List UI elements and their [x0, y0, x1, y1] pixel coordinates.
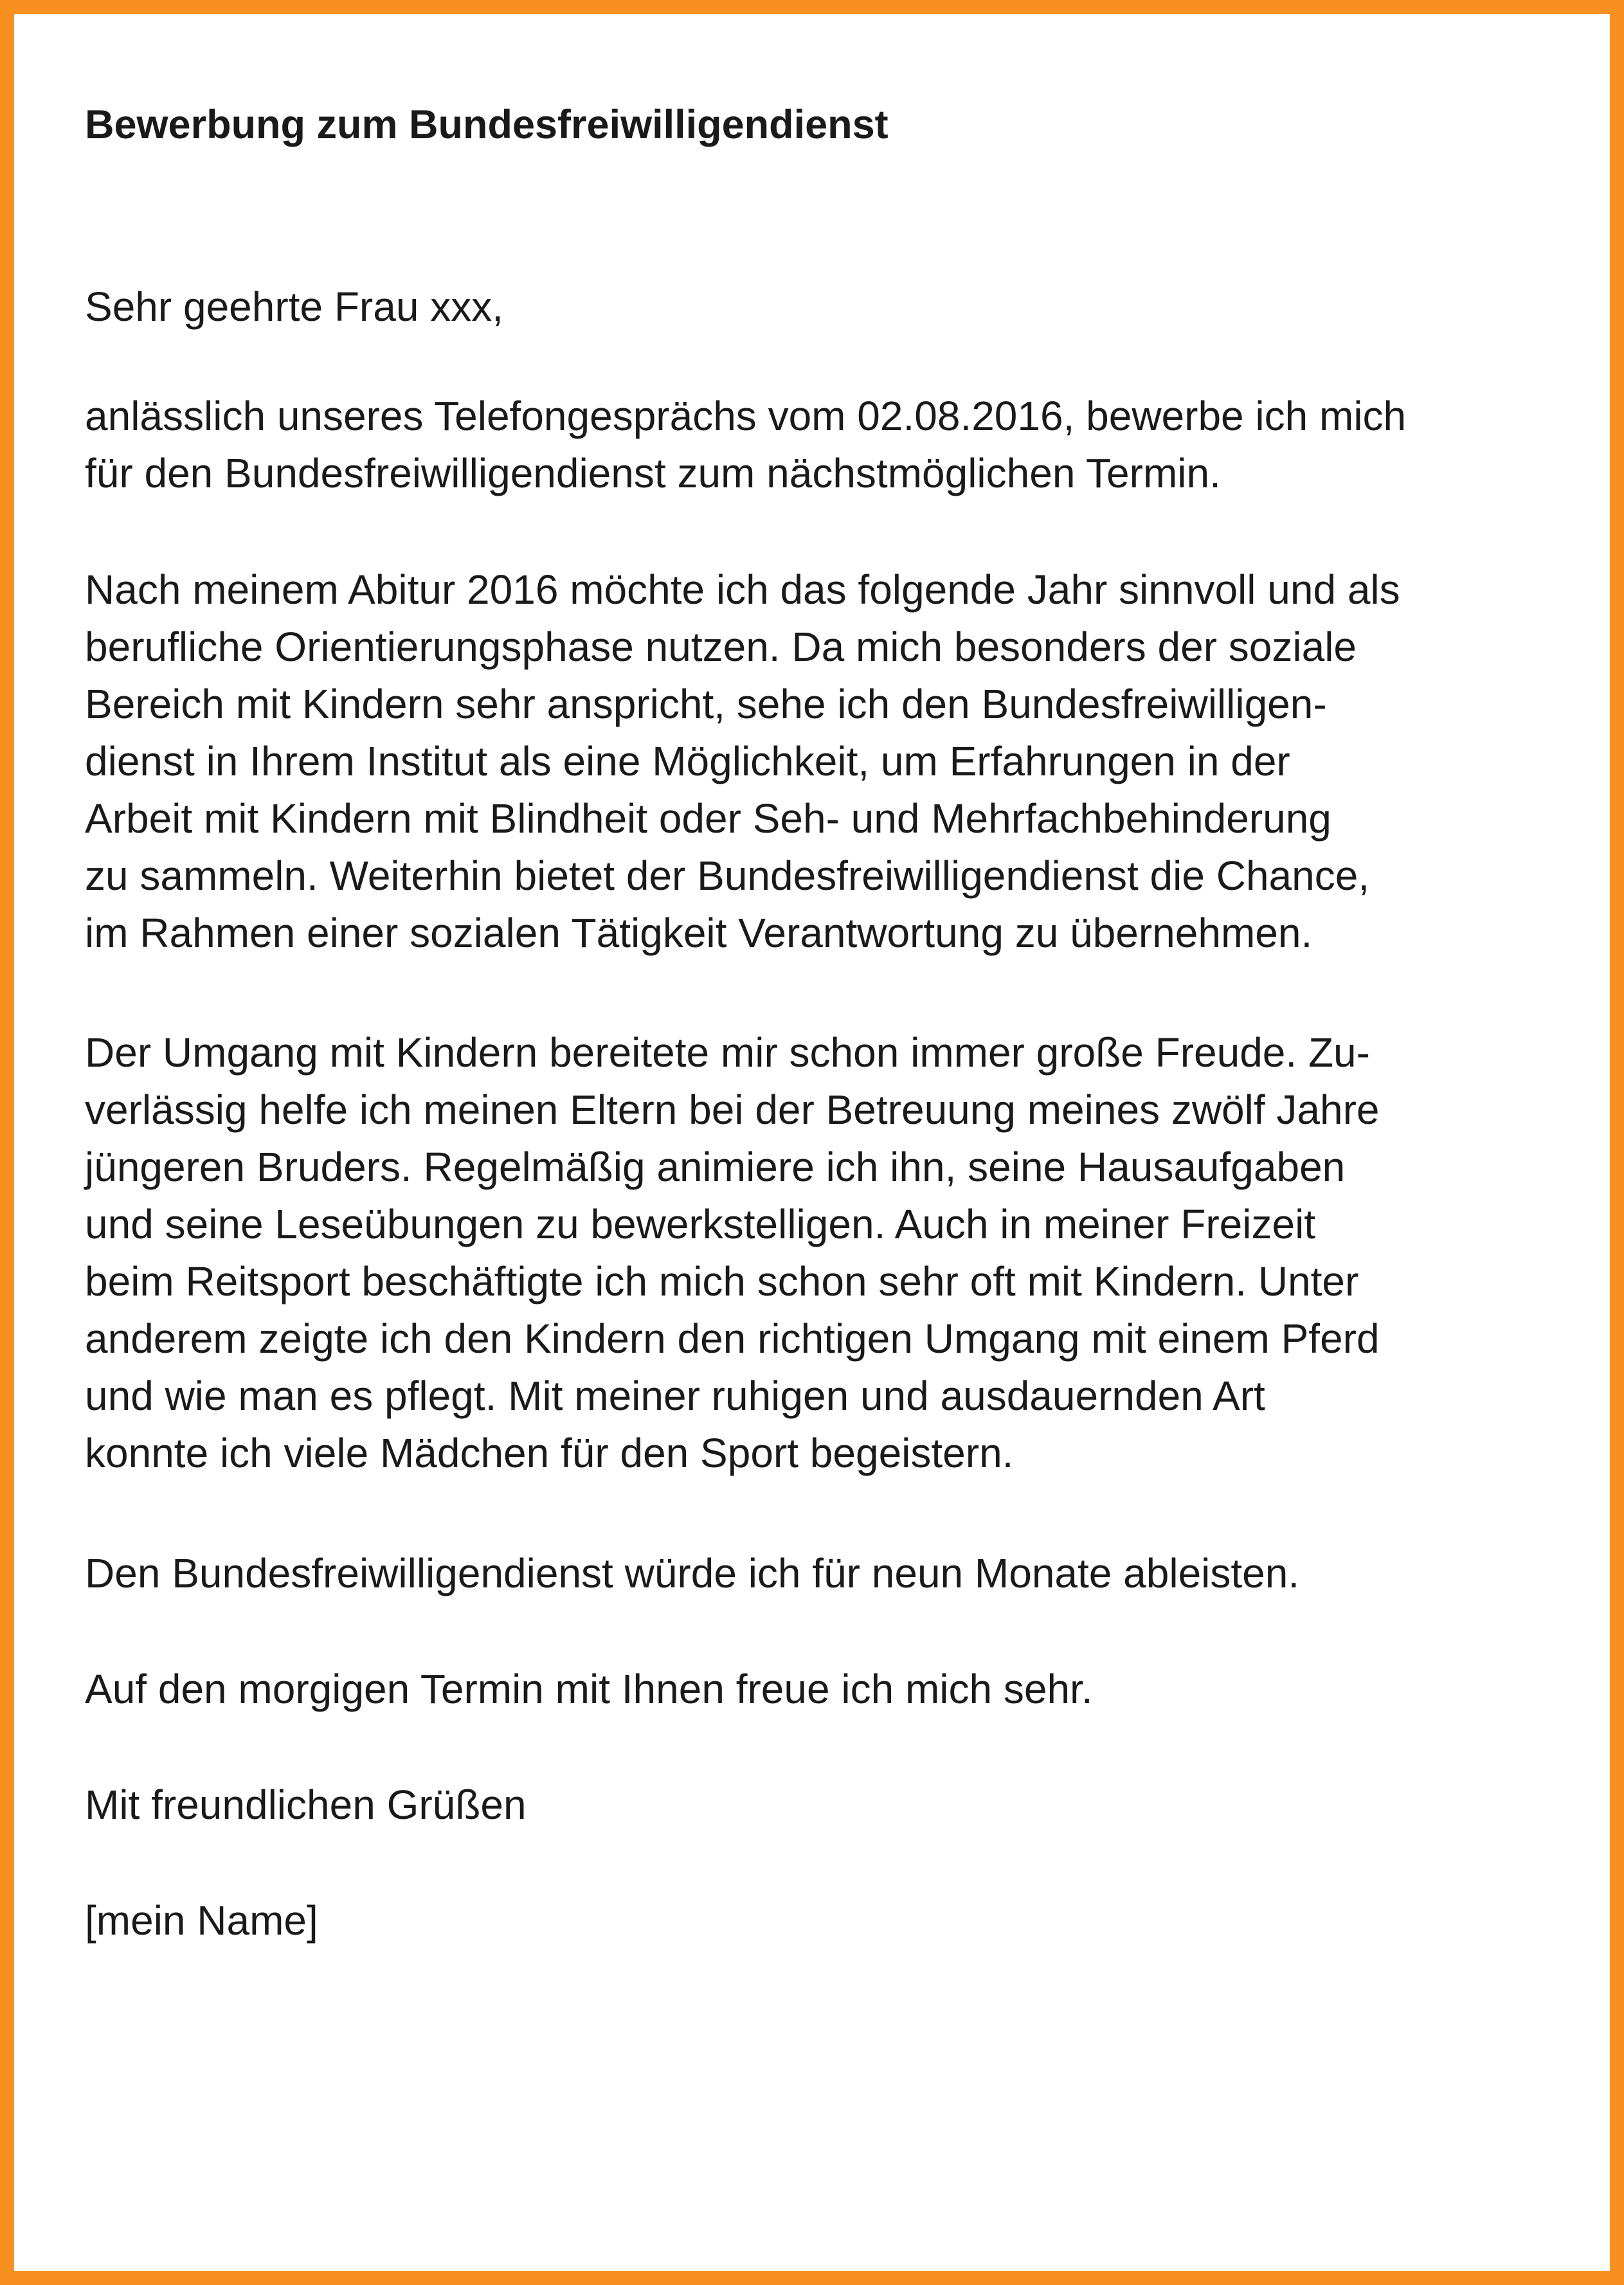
- paragraph-2-line: Arbeit mit Kindern mit Blindheit oder Seh- und Mehrfachbehinderung: [85, 795, 1331, 842]
- paragraph-2-line: im Rahmen einer sozialen Tätigkeit Verantwortung zu übernehmen.: [85, 910, 1313, 956]
- paragraph-3-line: Der Umgang mit Kindern bereitete mir schon immer große Freude. Zu-: [85, 1029, 1370, 1076]
- paragraph-3-line: und seine Leseübungen zu bewerkstelligen. Auch in meiner Freizeit: [85, 1201, 1316, 1247]
- paragraph-3-line: und wie man es pflegt. Mit meiner ruhigen und ausdauernden Art: [85, 1373, 1265, 1419]
- paragraph-2-line: Nach meinem Abitur 2016 möchte ich das folgende Jahr sinnvoll und als: [85, 566, 1400, 613]
- paragraph-2-line: berufliche Orientierungsphase nutzen. Da mich besonders der soziale: [85, 624, 1357, 670]
- paragraph-3-line: anderem zeigte ich den Kindern den richtigen Umgang mit einem Pferd: [85, 1315, 1380, 1362]
- signature-line: [mein Name]: [85, 1897, 318, 1944]
- letter-salutation: Sehr geehrte Frau xxx,: [85, 284, 503, 330]
- paragraph-3-line: verlässig helfe ich meinen Eltern bei der Betreuung meines zwölf Jahre: [85, 1087, 1380, 1133]
- paragraph-4-line: Den Bundesfreiwilligendienst würde ich für neun Monate ableisten.: [85, 1550, 1300, 1596]
- paragraph-3: [85, 1024, 1380, 1482]
- paragraph-5: [85, 1661, 1093, 1718]
- letter-closing: [85, 1776, 527, 1834]
- paragraph-5-line: Auf den morgigen Termin mit Ihnen freue ich mich sehr.: [85, 1666, 1093, 1712]
- paragraph-2-line: dienst in Ihrem Institut als eine Möglichkeit, um Erfahrungen in der: [85, 738, 1290, 784]
- letter-body: [85, 96, 1551, 1944]
- paragraph-3-line: jüngeren Bruders. Regelmäßig animiere ich ihn, seine Hausaufgaben: [85, 1144, 1346, 1190]
- paragraph-3-line: beim Reitsport beschäftigte ich mich schon sehr oft mit Kindern. Unter: [85, 1258, 1359, 1305]
- letter-title: Bewerbung zum Bundesfreiwilligendienst: [85, 102, 889, 147]
- paragraph-1: [85, 388, 1406, 502]
- letter-signature: [85, 1892, 318, 1949]
- paragraph-1-line: anlässlich unseres Telefongesprächs vom 02.08.2016, bewerbe ich mich: [85, 393, 1407, 439]
- paragraph-4: [85, 1545, 1299, 1602]
- paragraph-2: [85, 561, 1400, 962]
- closing-line: Mit freundlichen Grüßen: [85, 1782, 527, 1828]
- paragraph-2-line: zu sammeln. Weiterhin bietet der Bundesfreiwilligendienst die Chance,: [85, 853, 1370, 899]
- paragraph-3-line: konnte ich viele Mädchen für den Sport begeistern.: [85, 1430, 1014, 1476]
- paragraph-2-line: Bereich mit Kindern sehr anspricht, sehe ich den Bundesfreiwilligen-: [85, 681, 1327, 727]
- paragraph-1-line: für den Bundesfreiwilligendienst zum nächstmöglichen Termin.: [85, 450, 1221, 496]
